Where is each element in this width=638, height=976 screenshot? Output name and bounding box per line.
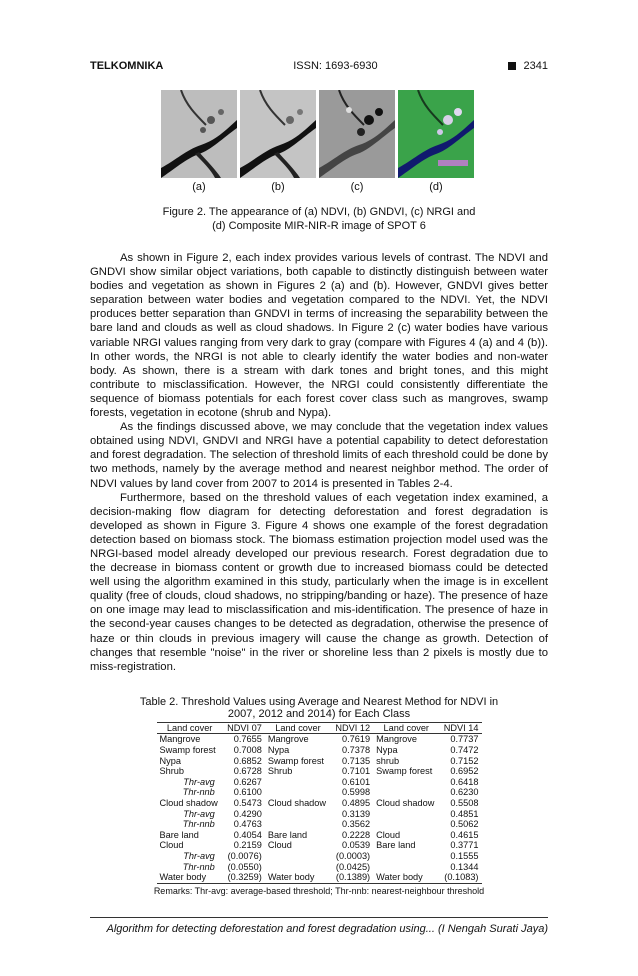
table-cell: 0.5508: [450, 797, 479, 808]
table-cell: (0.0425): [335, 861, 371, 872]
gndvi-image: [240, 90, 316, 178]
figure-label: (c): [350, 181, 364, 193]
table-cell: [265, 777, 331, 788]
table-cell: 0.7472: [450, 745, 479, 755]
table-cell: (0.1389): [331, 872, 373, 883]
table-cell: 0.6418: [450, 776, 479, 787]
ndvi-image: [161, 90, 237, 178]
table-row: [157, 819, 482, 830]
table-cell: Thr-nnb: [182, 787, 215, 798]
table-cell: 0.7655: [233, 734, 262, 745]
table-cell: 0.3771: [450, 840, 479, 851]
table-cell: Mangrove: [267, 734, 309, 745]
figure-label: (b): [271, 181, 285, 193]
table-cell: Thr-avg: [183, 808, 215, 819]
footer-divider: [90, 917, 548, 918]
table-cell: Thr-avg: [183, 850, 215, 861]
figure-caption: [90, 206, 548, 233]
table-cell: 0.4054: [233, 829, 262, 840]
composite-image: [398, 90, 474, 178]
table-cell: Swamp forest: [376, 766, 433, 777]
table-cell: 0.7135: [342, 755, 371, 766]
table-cell: Thr-nnb: [182, 861, 215, 872]
table-cell: 0.4851: [450, 808, 479, 819]
table-cell: Swamp forest: [159, 745, 216, 755]
table-cell: 0.7152: [450, 755, 479, 766]
table-cell: 0.2228: [342, 829, 371, 840]
figure-label: (d): [429, 181, 443, 193]
table-cell: [373, 787, 439, 798]
table-cell: Cloud shadow: [267, 797, 327, 808]
journal-name: TELKOMNIKA: [90, 60, 164, 72]
table-header: Land cover: [373, 722, 439, 734]
table-cell: Cloud: [376, 829, 401, 840]
table-row: [157, 830, 482, 841]
table-cell: Water body: [157, 872, 223, 883]
table-cell: 0.7008: [233, 745, 262, 755]
table-cell: Cloud: [267, 840, 292, 851]
table-cell: [373, 777, 439, 788]
table-cell: 0.5062: [450, 819, 479, 830]
table-cell: Bare land: [159, 829, 199, 840]
table-cell: [373, 862, 439, 873]
table-cell: 0.4290: [233, 808, 262, 819]
table-cell: Water body: [373, 872, 439, 883]
table-row: [157, 851, 482, 862]
figure-label: (a): [192, 181, 206, 193]
table-cell: Mangrove: [159, 734, 201, 745]
table-cell: [373, 809, 439, 820]
footer-citation: Algorithm for detecting deforestation and forest degradation using... (I Nengah Surati Jaya): [106, 922, 548, 935]
table-row: [157, 745, 482, 756]
table-cell: 0.6230: [450, 787, 479, 798]
table-cell: 0.6852: [233, 755, 262, 766]
table-cell: 0.5473: [233, 797, 262, 808]
table-header: Land cover: [265, 722, 331, 734]
table-block: [139, 696, 499, 897]
table-cell: Shrub: [159, 766, 185, 777]
table-cell: 0.3139: [342, 808, 371, 819]
table-cell: (0.0003): [335, 850, 371, 861]
square-bullet-icon: [508, 62, 516, 70]
table-cell: 0.7737: [450, 734, 479, 745]
caption-line: 2007, 2012 and 2014) for Each Class: [227, 708, 411, 721]
table-cell: Water body: [265, 872, 331, 883]
table-cell: 0.5998: [342, 787, 371, 798]
table-row: [157, 766, 482, 777]
table-cell: Bare land: [267, 829, 308, 840]
table-cell: 0.0539: [342, 840, 371, 851]
table-cell: Bare land: [376, 840, 416, 851]
table-cell: Shrub: [267, 766, 293, 777]
table-cell: 0.7378: [342, 745, 371, 755]
table-header-row: [157, 722, 482, 734]
figure-images: [161, 90, 548, 178]
table-header: NDVI 12: [331, 722, 373, 734]
table-cell: 0.7619: [342, 734, 371, 745]
table-row: [157, 734, 482, 745]
table-cell: 0.1555: [450, 850, 479, 861]
table-header: Land cover: [157, 722, 223, 734]
table-caption: [139, 696, 499, 721]
table-row: [157, 756, 482, 767]
table-cell: [265, 787, 331, 798]
caption-line: Figure 2. The appearance of (a) NDVI, (b) GNDVI, (c) NRGI and: [162, 206, 476, 218]
table-cell: [265, 819, 331, 830]
table-cell: (0.0076): [227, 850, 262, 861]
table-cell: 0.6952: [450, 766, 479, 777]
table-header: NDVI 07: [223, 722, 265, 734]
table-cell: [265, 851, 331, 862]
table-cell: 0.6101: [342, 776, 371, 787]
body-text: [90, 251, 548, 674]
threshold-table: [157, 722, 482, 884]
table-cell: Swamp forest: [267, 755, 324, 766]
nrgi-image: [319, 90, 395, 178]
table-cell: [265, 862, 331, 873]
table-row: [157, 840, 482, 851]
table-cell: Thr-nnb: [182, 819, 215, 830]
table-row: [157, 809, 482, 820]
table-cell: Cloud shadow: [376, 797, 435, 808]
table-cell: Cloud: [159, 840, 184, 851]
page-number: [508, 59, 548, 73]
table-cell: 0.1344: [450, 861, 479, 872]
table-remarks: Remarks: Thr-avg: average-based threshold; Thr-nnb: nearest-neighbour threshold: [153, 885, 485, 896]
table-cell: (0.3259): [223, 872, 265, 883]
table-cell: Nypa: [159, 755, 181, 766]
table-cell: 0.6267: [233, 776, 262, 787]
table-cell: shrub: [376, 755, 400, 766]
table-cell: Nypa: [267, 745, 290, 755]
table-cell: Mangrove: [376, 734, 417, 745]
table-cell: Thr-avg: [183, 776, 215, 787]
table-cell: 0.6100: [233, 787, 262, 798]
table-cell: Nypa: [376, 745, 398, 755]
issn: ISSN: 1693-6930: [293, 60, 378, 72]
table-row: [157, 862, 482, 873]
figure-labels: [161, 180, 548, 194]
caption-line: (d) Composite MIR-NIR-R image of SPOT 6: [212, 219, 426, 232]
table-cell: 0.4615: [450, 829, 479, 840]
table-row: [157, 872, 482, 883]
table-cell: 0.4895: [342, 797, 371, 808]
table-cell: 0.2159: [233, 840, 262, 851]
paragraph: Furthermore, based on the threshold values of each vegetation index examined, a decision-making flow diagram for detecting deforestation and forest degradation is developed as shown in Figure 3. Figure 4 shows one example of the forest degradation detection based on biomass stock. The biomass estimation projection model used was the NRGI-based model already developed our previous research. Forest degradation due to the decrease in biomass content or growth due to increased biomass could be detected well using the algorithm examined in this study, particularly when the image is in excellent quality (free of clouds, cloud shadows, no stripping/banding or haze). The presence of haze on one image may lead to misclassification and mis-identification. The presence of haze in the second-year causes changes to be detected as degradation, otherwise the presence of haze or thin clouds in previous imagery will cause the change as growth. Detection of changes that resemble "noise" in the river or shoreline less than 2 pixels is mostly due to miss-registration.: [90, 491, 548, 673]
table-cell: Cloud shadow: [159, 797, 218, 808]
paragraph: As shown in Figure 2, each index provides various levels of contrast. The NDVI and GNDVI show similar object variations, both capable to distinctly distinguish between water bodies and vegetation as shown in Figures 2 (a) and (b). However, GNDVI gives better separation between water bodies and vegetation compared to the NDVI. Yet, the NDVI produces better separation than GNDVI in terms of increasing the separability between the bare land and clouds as well as cloud shadows. In Figure 2 (c) water bodies have various variable NRGI values ranging from very dark to gray (compare with Figures 4 (a) and 4 (b)). In other words, the NRGI is not able to clearly identify the water bodies and non-water body. As shown, there is a stream with dark tones and bright tones, and this might contribute to misclassification. However, the NRGI could consistently differentiate the sequence of biomass potentials for each forest cover class such as mangroves, swamp forests, vegetation in ecotone (shrub and Nypa).: [90, 252, 548, 420]
caption-line: Table 2. Threshold Values using Average and Nearest Method for NDVI in: [139, 695, 499, 708]
table-cell: 0.3562: [342, 819, 371, 830]
page-number-text: 2341: [523, 60, 548, 72]
table-cell: (0.0550): [227, 861, 262, 872]
table-header: NDVI 14: [439, 722, 481, 734]
table-cell: [373, 851, 439, 862]
table-row: [157, 787, 482, 798]
table-cell: 0.6728: [233, 766, 262, 777]
table-cell: 0.7101: [342, 766, 371, 777]
table-cell: [373, 819, 439, 830]
table-row: [157, 777, 482, 788]
paragraph: As the findings discussed above, we may conclude that the vegetation index values obtained using NDVI, GNDVI and NRGI have a potential capability to detect deforestation and forest degradation. The selection of threshold limits of each threshold could be done by two methods, namely by the average method and nearest neighbor method. The order of NDVI values by land cover from 2007 to 2014 is presented in Tables 2-4.: [90, 421, 548, 490]
table-row: [157, 798, 482, 809]
table-cell: 0.4763: [233, 819, 262, 830]
page-header: [90, 59, 548, 73]
table-cell: (0.1083): [439, 872, 481, 883]
table-cell: [265, 809, 331, 820]
